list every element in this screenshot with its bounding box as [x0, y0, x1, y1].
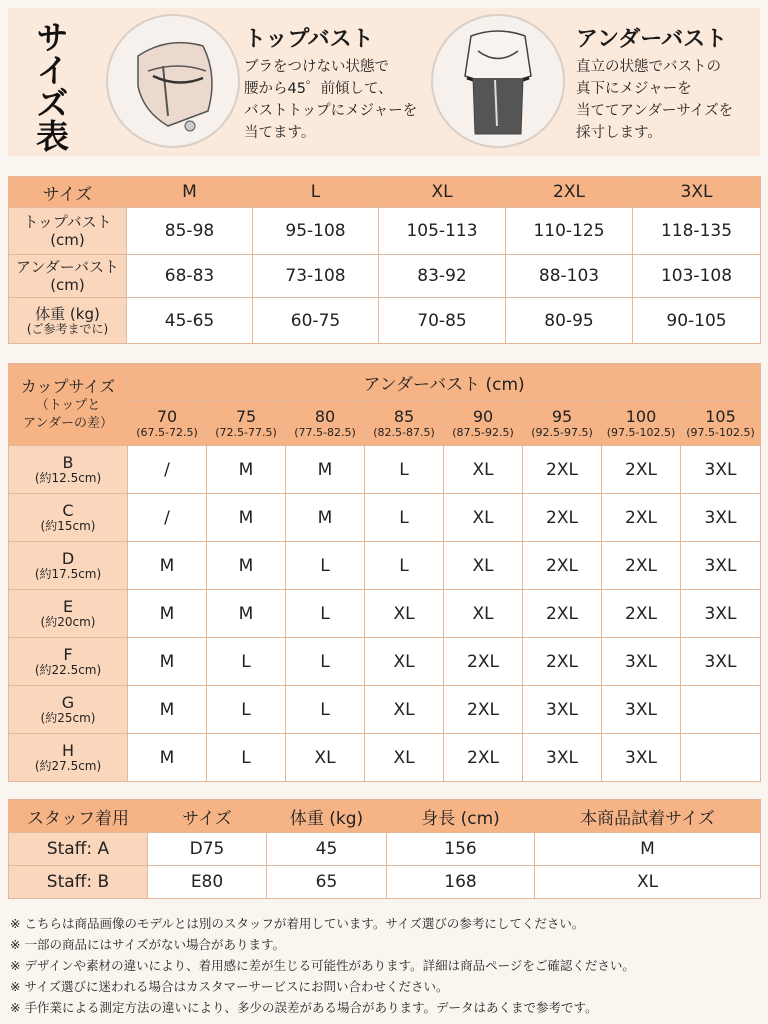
- under-bust-illustration: [431, 14, 565, 148]
- table-cell: 95-108: [253, 208, 379, 255]
- note-text: ※ 手作業による測定方法の違いにより、多少の誤差がある場合があります。データはあくまで参考です。: [10, 1000, 598, 1015]
- table-cell: L: [286, 638, 365, 686]
- table-cell: 2XL: [523, 638, 602, 686]
- size-header: 2XL: [506, 177, 633, 208]
- staff-header: 身長 (cm): [387, 800, 535, 833]
- under-bust-column: 85 (82.5-87.5): [365, 401, 444, 446]
- cup-row-label: F (約22.5cm): [9, 638, 128, 686]
- table-cell: 3XL: [602, 686, 681, 734]
- table-row: [9, 638, 761, 686]
- table-row: [9, 494, 761, 542]
- under-bust-column: 105 (97.5-102.5): [681, 401, 761, 446]
- under-bust-title: アンダーバスト: [576, 27, 728, 52]
- table-cell: XL: [444, 542, 523, 590]
- table-cell: 2XL: [602, 542, 681, 590]
- table-row: [9, 446, 761, 494]
- table-cell: L: [286, 590, 365, 638]
- note-text: ※ こちらは商品画像のモデルとは別のスタッフが着用しています。サイズ選びの参考にしてください。: [10, 916, 585, 931]
- table-cell: M: [128, 638, 207, 686]
- table-cell: 3XL: [681, 446, 761, 494]
- staff-header: 体重 (kg): [267, 800, 387, 833]
- row-label-weight: 体重 (kg) (ご参考までに): [9, 298, 127, 344]
- table-cell: M: [128, 686, 207, 734]
- table-cell: M: [207, 542, 286, 590]
- cup-table-corner: カップサイズ （トップと アンダーの差）: [9, 364, 128, 446]
- table-cell: M: [207, 446, 286, 494]
- page-title: サイズ表: [31, 20, 70, 152]
- table-cell: 2XL: [602, 590, 681, 638]
- size-header: L: [253, 177, 379, 208]
- table-cell: XL: [365, 590, 444, 638]
- table-cell: 3XL: [681, 494, 761, 542]
- table-cell: M: [128, 542, 207, 590]
- row-label-under-bust: アンダーバスト (cm): [9, 255, 127, 298]
- table-cell: E80: [148, 866, 267, 899]
- staff-header: スタッフ着用: [9, 800, 148, 833]
- size-table-corner: サイズ: [9, 177, 127, 208]
- table-cell: XL: [365, 638, 444, 686]
- table-cell: 118-135: [633, 208, 761, 255]
- under-bust-description: 直立の状態でバストの 真下にメジャーを 当ててアンダーサイズを 採寸します。: [576, 59, 734, 141]
- cup-row-label: D (約17.5cm): [9, 542, 128, 590]
- top-bust-description: ブラをつけない状態で 腰から45゜前傾して、 バストトップにメジャーを 当てます。: [244, 59, 418, 141]
- table-cell: 2XL: [444, 686, 523, 734]
- table-cell: M: [207, 494, 286, 542]
- table-cell: 2XL: [444, 734, 523, 782]
- table-cell: 3XL: [681, 590, 761, 638]
- table-cell: 45: [267, 833, 387, 866]
- cup-size-table: [8, 363, 761, 782]
- table-cell: 2XL: [523, 542, 602, 590]
- table-cell: 103-108: [633, 255, 761, 298]
- under-bust-column: 80 (77.5-82.5): [286, 401, 365, 446]
- table-cell: D75: [148, 833, 267, 866]
- under-bust-header: アンダーバスト (cm): [128, 364, 761, 401]
- table-cell: M: [286, 446, 365, 494]
- table-cell: L: [207, 686, 286, 734]
- table-cell: [681, 686, 761, 734]
- table-row: [9, 734, 761, 782]
- table-cell: 3XL: [523, 686, 602, 734]
- table-cell: XL: [444, 446, 523, 494]
- table-cell: XL: [365, 686, 444, 734]
- size-header: 3XL: [633, 177, 761, 208]
- table-row: [9, 542, 761, 590]
- under-bust-column: 70 (67.5-72.5): [128, 401, 207, 446]
- table-cell: L: [365, 446, 444, 494]
- table-cell: 2XL: [602, 446, 681, 494]
- cup-row-label: C (約15cm): [9, 494, 128, 542]
- under-bust-column: 90 (87.5-92.5): [444, 401, 523, 446]
- table-cell: L: [286, 542, 365, 590]
- cup-row-label: H (約27.5cm): [9, 734, 128, 782]
- table-cell: 2XL: [523, 590, 602, 638]
- table-cell: 2XL: [523, 494, 602, 542]
- table-cell: [681, 734, 761, 782]
- table-cell: 168: [387, 866, 535, 899]
- table-cell: 70-85: [379, 298, 506, 344]
- table-cell: 83-92: [379, 255, 506, 298]
- table-cell: 45-65: [127, 298, 253, 344]
- table-cell: XL: [444, 590, 523, 638]
- table-cell: 73-108: [253, 255, 379, 298]
- staff-row-label: Staff: B: [9, 866, 148, 899]
- table-cell: 110-125: [506, 208, 633, 255]
- table-cell: 85-98: [127, 208, 253, 255]
- table-cell: XL: [286, 734, 365, 782]
- table-cell: 3XL: [602, 638, 681, 686]
- size-header: XL: [379, 177, 506, 208]
- table-cell: 3XL: [523, 734, 602, 782]
- table-cell: L: [286, 686, 365, 734]
- table-cell: XL: [365, 734, 444, 782]
- table-row: [9, 686, 761, 734]
- table-cell: L: [365, 494, 444, 542]
- table-cell: XL: [444, 494, 523, 542]
- staff-header: 本商品試着サイズ: [535, 800, 761, 833]
- table-cell: M: [207, 590, 286, 638]
- table-cell: L: [207, 734, 286, 782]
- table-cell: 68-83: [127, 255, 253, 298]
- table-cell: 60-75: [253, 298, 379, 344]
- under-bust-column: 100 (97.5-102.5): [602, 401, 681, 446]
- table-cell: L: [365, 542, 444, 590]
- table-cell: 88-103: [506, 255, 633, 298]
- cup-row-label: B (約12.5cm): [9, 446, 128, 494]
- cup-row-label: G (約25cm): [9, 686, 128, 734]
- table-cell: 80-95: [506, 298, 633, 344]
- staff-row-label: Staff: A: [9, 833, 148, 866]
- size-chart-header: [8, 8, 760, 156]
- top-bust-illustration: [106, 14, 240, 148]
- size-table: [8, 176, 761, 344]
- table-cell: 2XL: [444, 638, 523, 686]
- table-cell: 2XL: [523, 446, 602, 494]
- table-cell: 2XL: [602, 494, 681, 542]
- under-bust-column: 95 (92.5-97.5): [523, 401, 602, 446]
- table-row: [9, 590, 761, 638]
- table-cell: 3XL: [681, 542, 761, 590]
- note-text: ※ デザインや素材の違いにより、着用感に差が生じる可能性があります。詳細は商品ページをご確認ください。: [10, 958, 635, 973]
- table-cell: M: [128, 590, 207, 638]
- table-cell: 3XL: [602, 734, 681, 782]
- top-bust-title: トップバスト: [244, 27, 374, 52]
- size-header: M: [127, 177, 253, 208]
- note-text: ※ サイズ選びに迷われる場合はカスタマーサービスにお問い合わせください。: [10, 979, 449, 994]
- table-cell: 65: [267, 866, 387, 899]
- table-cell: 156: [387, 833, 535, 866]
- table-cell: /: [128, 494, 207, 542]
- table-cell: L: [207, 638, 286, 686]
- table-cell: 90-105: [633, 298, 761, 344]
- under-bust-column: 75 (72.5-77.5): [207, 401, 286, 446]
- note-text: ※ 一部の商品にはサイズがない場合があります。: [10, 937, 285, 952]
- table-cell: XL: [535, 866, 761, 899]
- cup-row-label: E (約20cm): [9, 590, 128, 638]
- staff-header: サイズ: [148, 800, 267, 833]
- table-cell: 105-113: [379, 208, 506, 255]
- table-cell: M: [128, 734, 207, 782]
- table-cell: /: [128, 446, 207, 494]
- staff-table: [8, 799, 761, 899]
- table-cell: M: [286, 494, 365, 542]
- row-label-top-bust: トップバスト (cm): [9, 208, 127, 255]
- table-cell: 3XL: [681, 638, 761, 686]
- table-cell: M: [535, 833, 761, 866]
